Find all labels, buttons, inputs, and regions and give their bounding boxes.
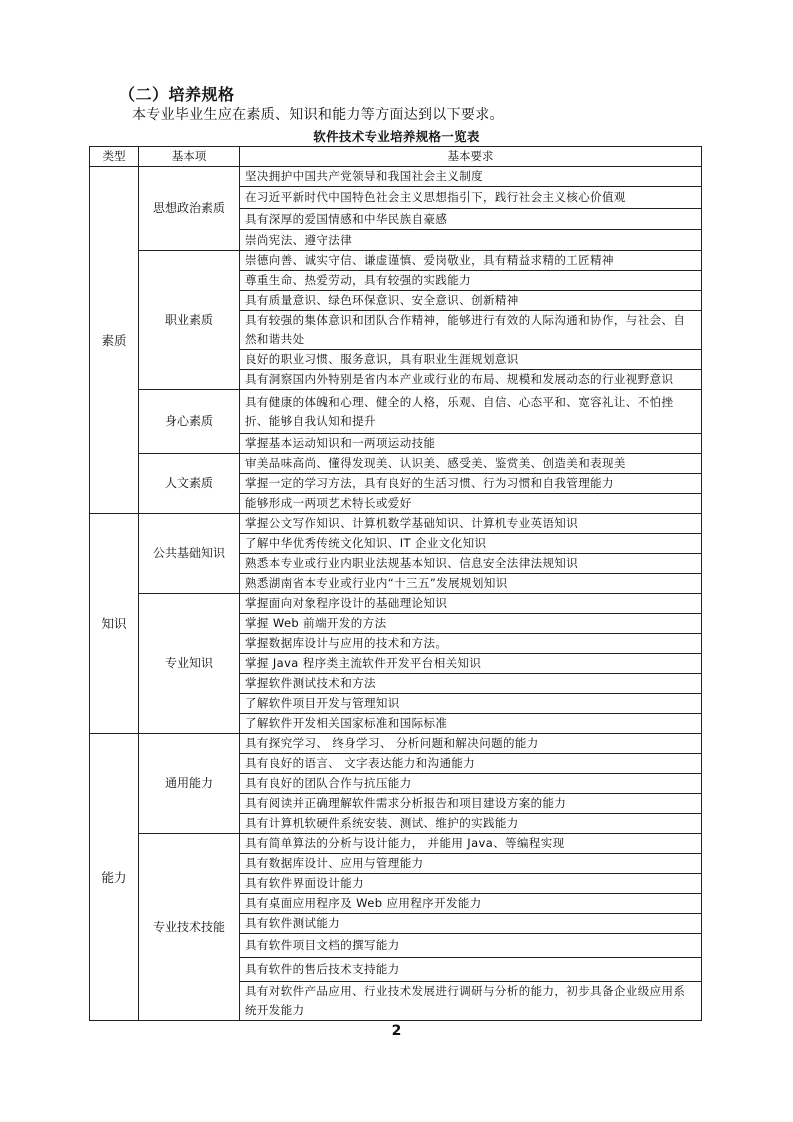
basic-item-cell: 专业知识 (139, 594, 240, 734)
specification-table (89, 146, 702, 1021)
requirement-cell: 具有计算机软硬件系统安装、测试、维护的实践能力 (240, 814, 702, 834)
requirement-cell: 审美品味高尚、懂得发现美、认识美、感受美、鉴赏美、创造美和表现美 (240, 454, 702, 474)
requirement-cell: 具有探究学习、 终身学习、 分析问题和解决问题的能力 (240, 734, 702, 754)
requirement-cell: 具有对软件产品应用、行业技术发展进行调研与分析的能力，初步具备企业级应用系统开发能力 (240, 982, 702, 1021)
requirement-cell: 具有良好的团队合作与抗压能力 (240, 774, 702, 794)
requirement-cell: 尊重生命、热爱劳动，具有较强的实践能力 (240, 271, 702, 291)
basic-item-cell: 公共基础知识 (139, 514, 240, 594)
requirement-cell: 能够形成一两项艺术特长或爱好 (240, 494, 702, 514)
header-item: 基本项 (139, 147, 240, 167)
requirement-cell: 掌握一定的学习方法，具有良好的生活习惯、行为习惯和自我管理能力 (240, 474, 702, 494)
table-row (90, 734, 702, 754)
basic-item-cell: 人文素质 (139, 454, 240, 514)
requirement-cell: 具有简单算法的分析与设计能力， 并能用 Java、等编程实现 (240, 834, 702, 854)
requirement-cell: 掌握基本运动知识和一两项运动技能 (240, 434, 702, 454)
table-header-row (90, 147, 702, 167)
requirement-cell: 具有软件项目文档的撰写能力 (240, 934, 702, 958)
requirement-cell: 具有数据库设计、应用与管理能力 (240, 854, 702, 874)
basic-item-cell: 思想政治素质 (139, 167, 240, 251)
page-number: 2 (391, 1023, 402, 1039)
table-row (90, 167, 702, 187)
table-row (90, 390, 702, 434)
requirement-cell: 崇尚宪法、遵守法律 (240, 230, 702, 251)
requirement-cell: 了解软件项目开发与管理知识 (240, 694, 702, 714)
requirement-cell: 具有软件界面设计能力 (240, 874, 702, 894)
category-cell: 能力 (90, 734, 139, 1021)
requirement-cell: 掌握软件测试技术和方法 (240, 674, 702, 694)
table-row (90, 251, 702, 271)
requirement-cell: 掌握 Java 程序类主流软件开发平台相关知识 (240, 654, 702, 674)
requirement-cell: 掌握 Web 前端开发的方法 (240, 614, 702, 634)
basic-item-cell: 身心素质 (139, 390, 240, 454)
requirement-cell: 掌握数据库设计与应用的技术和方法。 (240, 634, 702, 654)
requirement-cell: 具有质量意识、绿色环保意识、安全意识、创新精神 (240, 291, 702, 311)
basic-item-cell: 专业技术技能 (139, 834, 240, 1021)
requirement-cell: 具有洞察国内外特别是省内本产业或行业的布局、规模和发展动态的行业视野意识 (240, 370, 702, 390)
category-cell: 知识 (90, 514, 139, 734)
table-row (90, 454, 702, 474)
requirement-cell: 崇德向善、诚实守信、谦虚谨慎、爱岗敬业，具有精益求精的工匠精神 (240, 251, 702, 271)
table-caption: 软件技术专业培养规格一览表 (313, 129, 480, 144)
requirement-cell: 良好的职业习惯、服务意识，具有职业生涯规划意识 (240, 350, 702, 370)
requirement-cell: 具有较强的集体意识和团队合作精神，能够进行有效的人际沟通和协作，与社会、自然和谐共处 (240, 311, 702, 350)
requirement-cell: 具有健康的体魄和心理、健全的人格，乐观、自信、心态平和、宽容礼让、不怕挫折、能够自我认知和提升 (240, 390, 702, 434)
requirement-cell: 掌握公文写作知识、计算机数学基础知识、计算机专业英语知识 (240, 514, 702, 534)
requirement-cell: 坚决拥护中国共产党领导和我国社会主义制度 (240, 167, 702, 187)
intro-paragraph: 本专业毕业生应在素质、知识和能力等方面达到以下要求。 (132, 107, 504, 123)
requirement-cell: 具有软件的售后技术支持能力 (240, 958, 702, 982)
basic-item-cell: 通用能力 (139, 734, 240, 834)
requirement-cell: 了解软件开发相关国家标准和国际标准 (240, 714, 702, 734)
requirement-cell: 熟悉湖南省本专业或行业内“十三五”发展规划知识 (240, 574, 702, 594)
requirement-cell: 具有桌面应用程序及 Web 应用程序开发能力 (240, 894, 702, 914)
requirement-cell: 熟悉本专业或行业内职业法规基本知识、信息安全法律法规知识 (240, 554, 702, 574)
table-row (90, 834, 702, 854)
requirement-cell: 在习近平新时代中国特色社会主义思想指引下，践行社会主义核心价值观 (240, 187, 702, 209)
requirement-cell: 具有深厚的爱国情感和中华民族自豪感 (240, 209, 702, 230)
header-type: 类型 (90, 147, 139, 167)
requirement-cell: 了解中华优秀传统文化知识、IT 企业文化知识 (240, 534, 702, 554)
header-requirement: 基本要求 (240, 147, 702, 167)
category-cell: 素质 (90, 167, 139, 514)
table-row (90, 594, 702, 614)
table-body (90, 167, 702, 1021)
table-row (90, 514, 702, 534)
basic-item-cell: 职业素质 (139, 251, 240, 390)
requirement-cell: 掌握面向对象程序设计的基础理论知识 (240, 594, 702, 614)
requirement-cell: 具有良好的语言、 文字表达能力和沟通能力 (240, 754, 702, 774)
requirement-cell: 具有软件测试能力 (240, 914, 702, 934)
requirement-cell: 具有阅读并正确理解软件需求分析报告和项目建设方案的能力 (240, 794, 702, 814)
section-heading: （二）培养规格 (119, 85, 235, 104)
